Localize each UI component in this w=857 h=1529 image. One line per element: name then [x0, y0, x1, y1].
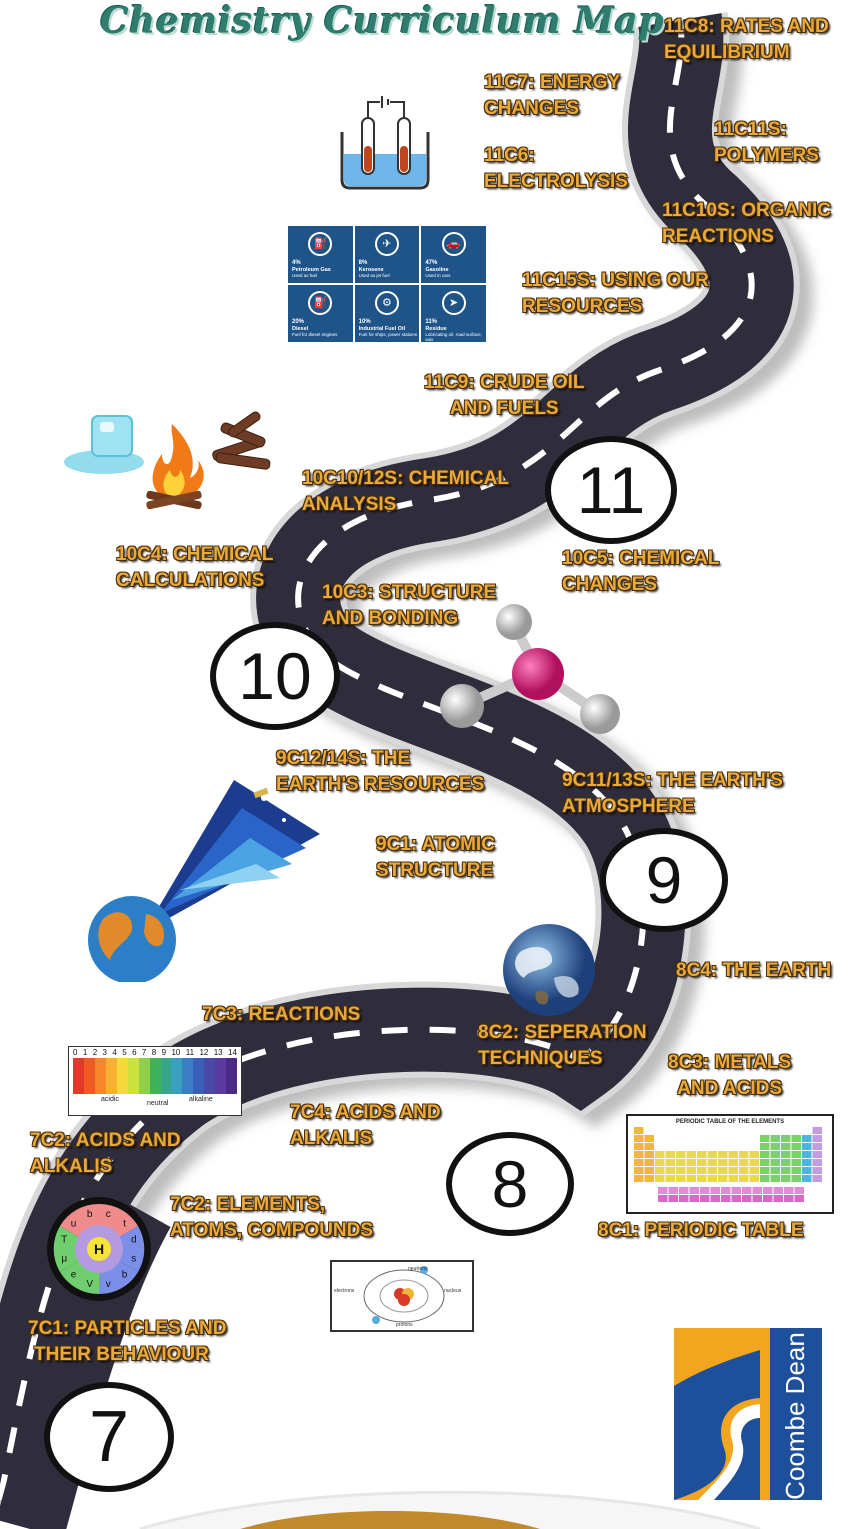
ph-color-band [161, 1058, 172, 1094]
element-cell [634, 1159, 644, 1166]
topic-line: CALCULATIONS [116, 570, 265, 591]
element-cell [711, 1195, 721, 1202]
topic-8c4 [676, 958, 831, 984]
topic-line: 10C3: STRUCTURE [322, 582, 497, 603]
element-cell [813, 1151, 823, 1158]
quark-wheel-letter: v [105, 1278, 111, 1290]
element-cell [634, 1151, 644, 1158]
fuel-fraction-percent: 20% [292, 319, 305, 325]
topic-11c11s [714, 117, 819, 169]
element-cell [655, 1151, 665, 1158]
element-cell [679, 1187, 689, 1194]
element-cell [658, 1187, 668, 1194]
quark-wheel-letter: b [86, 1209, 93, 1221]
element-cell [729, 1159, 739, 1166]
quark-wheel-letter: T [61, 1234, 68, 1246]
element-cell [739, 1159, 749, 1166]
fuel-fraction-use: Used in cars [425, 273, 451, 278]
element-cell [697, 1151, 707, 1158]
year-11-number: 11 [576, 453, 646, 527]
element-cell [645, 1159, 655, 1166]
fuel-fraction-name: Industrial Fuel Oil [358, 326, 406, 332]
ph-color-band [117, 1058, 128, 1094]
topic-line: CHANGES [562, 574, 658, 595]
element-cell [760, 1159, 770, 1166]
fuel-fraction-percent: 11% [425, 319, 438, 325]
element-cell [645, 1151, 655, 1158]
topic-10c5 [562, 546, 719, 598]
element-cell [645, 1135, 655, 1142]
electrolysis-beaker-icon [332, 96, 438, 192]
ph-number: 4 [112, 1048, 117, 1057]
ph-number: 13 [213, 1048, 223, 1057]
element-cell [718, 1151, 728, 1158]
ph-number: 3 [102, 1048, 107, 1057]
topic-line: 7C3: REACTIONS [202, 1004, 361, 1025]
ph-number: 7 [141, 1048, 147, 1057]
topic-line: 10C5: CHEMICAL [562, 548, 720, 569]
topic-line: TECHNIQUES [478, 1048, 603, 1069]
topic-line: ATMOSPHERE [562, 796, 695, 817]
topic-11c6 [484, 143, 628, 195]
atom-protons-label: protons [396, 1322, 413, 1328]
quark-wheel-letter: b [121, 1269, 128, 1281]
element-cell [732, 1187, 742, 1194]
topic-7c1 [28, 1316, 226, 1368]
topic-line: ALKALIS [30, 1156, 113, 1177]
year-8-number: 8 [491, 1147, 529, 1221]
topic-10c10 [302, 466, 509, 518]
element-cell [813, 1175, 823, 1182]
element-cell [813, 1143, 823, 1150]
topic-8c1 [598, 1218, 804, 1244]
fuel-fraction-icon: ⚙ [375, 291, 399, 315]
element-cell [771, 1151, 781, 1158]
year-7-number: 7 [88, 1397, 130, 1477]
topic-line: ELECTROLYSIS [484, 171, 628, 192]
element-cell [784, 1187, 794, 1194]
topic-line: 7C2: ELEMENTS, [170, 1194, 326, 1215]
element-cell [781, 1175, 791, 1182]
element-cell [687, 1159, 697, 1166]
ph-scale-numbers [69, 1047, 241, 1057]
topic-line: POLYMERS [714, 145, 819, 166]
element-cell [792, 1143, 802, 1150]
topic-line: AND FUELS [449, 398, 559, 419]
topic-line: 9C1: ATOMIC [376, 834, 495, 855]
topic-line: 11C15S: USING OUR [522, 270, 709, 291]
topic-line: EARTH'S RESOURCES [276, 774, 485, 795]
element-cell [795, 1195, 805, 1202]
quark-wheel-letter: t [123, 1218, 126, 1230]
element-cell [760, 1167, 770, 1174]
ph-number: 8 [151, 1048, 157, 1057]
topic-line: EQUILIBRIUM [664, 42, 790, 63]
element-cell [781, 1151, 791, 1158]
element-cell [721, 1195, 731, 1202]
element-cell [774, 1195, 784, 1202]
element-cell [750, 1175, 760, 1182]
element-cell [753, 1187, 763, 1194]
element-cell [771, 1167, 781, 1174]
topic-11c10s [662, 198, 831, 250]
periodic-table-title: PERIODIC TABLE OF THE ELEMENTS [675, 1119, 785, 1125]
element-cell [802, 1167, 812, 1174]
topic-line: 11C9: CRUDE OIL [424, 372, 585, 393]
element-cell [708, 1175, 718, 1182]
fuel-fraction-tile [355, 226, 420, 283]
element-cell [700, 1195, 710, 1202]
ph-number: 11 [185, 1048, 195, 1057]
element-cell [732, 1195, 742, 1202]
fuel-fraction-name: Diesel [292, 326, 309, 332]
year-9-marker [600, 828, 728, 932]
topic-line: STRUCTURE [376, 860, 494, 881]
topic-line: 11C6: [484, 145, 535, 166]
element-cell [774, 1187, 784, 1194]
element-cell [708, 1151, 718, 1158]
element-cell [676, 1151, 686, 1158]
element-cell [718, 1167, 728, 1174]
ph-color-band [73, 1058, 84, 1094]
topic-line: 11C7: ENERGY [484, 72, 621, 93]
molecule-model-icon [434, 600, 630, 736]
element-cell [658, 1195, 668, 1202]
states-of-matter-icon [62, 406, 284, 510]
topic-9c11 [562, 768, 783, 820]
topic-11c15s [522, 268, 709, 320]
element-cell [679, 1195, 689, 1202]
ph-number: 14 [228, 1048, 237, 1057]
topic-line: 10C4: CHEMICAL [116, 544, 274, 565]
fuel-fraction-use: Fuel for ships, power stations [358, 332, 418, 337]
element-cell [666, 1175, 676, 1182]
quark-wheel-icon [46, 1196, 152, 1302]
element-cell [666, 1151, 676, 1158]
element-cell [802, 1159, 812, 1166]
quark-wheel-letter: V [86, 1278, 94, 1290]
fuel-fraction-tile [355, 285, 420, 342]
element-cell [802, 1143, 812, 1150]
element-cell [634, 1167, 644, 1174]
element-cell [697, 1159, 707, 1166]
periodic-table-image [626, 1114, 834, 1214]
element-cell [729, 1167, 739, 1174]
element-cell [634, 1175, 644, 1182]
element-cell [687, 1151, 697, 1158]
element-cell [697, 1167, 707, 1174]
topic-line: 7C1: PARTICLES AND [28, 1318, 227, 1339]
element-cell [655, 1167, 665, 1174]
fuel-fraction-name: Gasoline [425, 267, 449, 273]
quark-wheel-letter: μ [61, 1253, 68, 1265]
topic-8c3 [668, 1050, 791, 1102]
element-cell [729, 1175, 739, 1182]
fuel-fraction-percent: 10% [358, 319, 371, 325]
topic-line: AND ACIDS [677, 1078, 783, 1099]
element-cell [700, 1187, 710, 1194]
element-cell [802, 1151, 812, 1158]
fuel-fraction-tile [288, 226, 353, 283]
atmosphere-layers-icon [84, 746, 320, 982]
element-cell [739, 1151, 749, 1158]
ph-number: 10 [171, 1048, 181, 1057]
element-cell [781, 1167, 791, 1174]
element-cell [771, 1143, 781, 1150]
topic-8c2 [478, 1020, 647, 1072]
element-cell [802, 1135, 812, 1142]
ph-color-band [171, 1058, 182, 1094]
element-cell [813, 1135, 823, 1142]
topic-line: ALKALIS [290, 1128, 373, 1149]
element-cell [760, 1151, 770, 1158]
ph-number: 1 [82, 1048, 88, 1057]
topic-9c1 [376, 832, 495, 884]
element-cell [634, 1127, 644, 1134]
ph-color-band [226, 1058, 237, 1094]
topic-line: 11C11S: [714, 119, 787, 140]
topic-line: 9C12/14S: THE [276, 748, 411, 769]
ph-color-band [139, 1058, 150, 1094]
element-cell [669, 1195, 679, 1202]
element-cell [771, 1135, 781, 1142]
ph-neutral-label: neutral [147, 1100, 169, 1107]
element-cell [813, 1127, 823, 1134]
year-11-marker [545, 436, 677, 544]
element-cell [763, 1187, 773, 1194]
element-cell [708, 1159, 718, 1166]
earth-globe-icon [496, 922, 602, 1018]
element-cell [792, 1175, 802, 1182]
year-9-number: 9 [645, 843, 683, 917]
element-cell [718, 1175, 728, 1182]
element-cell [718, 1159, 728, 1166]
element-cell [771, 1159, 781, 1166]
topic-7c4 [290, 1100, 441, 1152]
topic-line: 7C4: ACIDS AND [290, 1102, 441, 1123]
element-cell [645, 1175, 655, 1182]
element-cell [792, 1151, 802, 1158]
element-cell [760, 1175, 770, 1182]
topic-line: 7C2: ACIDS AND [30, 1130, 181, 1151]
fuel-fraction-icon: ✈ [375, 232, 399, 256]
element-cell [750, 1159, 760, 1166]
crude-oil-fractions-panel [288, 226, 486, 342]
ph-alkaline-label: alkaline [189, 1096, 213, 1103]
ph-color-band [182, 1058, 193, 1094]
ph-acidic-label: acidic [101, 1096, 119, 1103]
topic-line: 8C3: METALS [668, 1052, 792, 1073]
element-cell [708, 1167, 718, 1174]
fuel-fraction-name: Kerosene [358, 267, 384, 273]
element-cell [739, 1167, 749, 1174]
element-cell [711, 1187, 721, 1194]
element-cell [687, 1175, 697, 1182]
element-cell [645, 1167, 655, 1174]
element-cell [760, 1143, 770, 1150]
element-cell [792, 1159, 802, 1166]
year-10-number: 10 [238, 639, 312, 713]
quark-wheel-letter: c [105, 1209, 111, 1221]
element-cell [655, 1159, 665, 1166]
topic-11c9 [424, 370, 584, 422]
atom-neutrons-label: neutrons [408, 1266, 428, 1272]
ph-scale-chart [68, 1046, 242, 1116]
fuel-fraction-percent: 47% [425, 260, 438, 266]
element-cell [666, 1159, 676, 1166]
fuel-fraction-tile [421, 226, 486, 283]
topic-line: 10C10/12S: CHEMICAL [302, 468, 509, 489]
element-cell [676, 1175, 686, 1182]
element-cell [813, 1159, 823, 1166]
atom-diagram-drawing [332, 1262, 472, 1330]
ph-color-band [95, 1058, 106, 1094]
fuel-fraction-tile [288, 285, 353, 342]
ph-scale-bar [73, 1058, 237, 1094]
topic-line: RESOURCES [522, 296, 643, 317]
topic-7c2-acids [30, 1128, 181, 1180]
element-cell [792, 1167, 802, 1174]
ph-number: 9 [161, 1048, 167, 1057]
fuel-fraction-name: Petroleum Gas [292, 267, 331, 273]
topic-line: THEIR BEHAVIOUR [34, 1344, 209, 1365]
ph-number: 5 [122, 1048, 127, 1057]
year-8-marker [446, 1132, 574, 1236]
element-cell [753, 1195, 763, 1202]
element-cell [729, 1151, 739, 1158]
quark-wheel-letter: d [131, 1234, 137, 1246]
element-cell [676, 1167, 686, 1174]
topic-line: 11C10S: ORGANIC [662, 200, 831, 221]
element-cell [763, 1195, 773, 1202]
quark-wheel-center: H [93, 1241, 105, 1257]
atom-nucleus-label: nucleus [444, 1288, 462, 1294]
logo-text: Coombe Dean [780, 1332, 810, 1500]
element-cell [645, 1143, 655, 1150]
ph-scale-legend [69, 1094, 241, 1110]
element-cell [634, 1143, 644, 1150]
topic-10c4 [116, 542, 273, 594]
element-cell [750, 1167, 760, 1174]
element-cell [750, 1151, 760, 1158]
element-cell [781, 1159, 791, 1166]
element-cell [781, 1135, 791, 1142]
atom-electrons-label: electrons [334, 1288, 355, 1294]
fuel-fraction-tile [421, 285, 486, 342]
fuel-fraction-percent: 8% [358, 260, 368, 266]
topic-7c3 [202, 1002, 360, 1028]
element-cell [813, 1167, 823, 1174]
fuel-fraction-use: Used as jet fuel [358, 273, 390, 278]
ph-color-band [204, 1058, 215, 1094]
ph-color-band [84, 1058, 95, 1094]
element-cell [781, 1143, 791, 1150]
topic-line: 9C11/13S: THE EARTH'S [562, 770, 783, 791]
element-cell [795, 1187, 805, 1194]
ph-number: 12 [199, 1048, 209, 1057]
quark-wheel-letter: e [70, 1269, 77, 1281]
element-cell [690, 1195, 700, 1202]
ph-color-band [150, 1058, 161, 1094]
ph-number: 2 [92, 1048, 98, 1057]
topic-line: 11C8: RATES AND [664, 16, 829, 37]
element-cell [669, 1187, 679, 1194]
element-cell [655, 1175, 665, 1182]
topic-line: 8C2: SEPERATION [478, 1022, 647, 1043]
topic-7c2-elements [170, 1192, 373, 1244]
element-cell [666, 1167, 676, 1174]
element-cell [802, 1175, 812, 1182]
topic-line: CHANGES [484, 98, 580, 119]
element-cell [792, 1135, 802, 1142]
topic-line: 8C1: PERIODIC TABLE [598, 1220, 804, 1241]
fuel-fraction-icon: ⛽ [308, 232, 332, 256]
year-10-marker [210, 622, 340, 730]
element-cell [771, 1175, 781, 1182]
topic-11c7 [484, 70, 620, 122]
element-cell [784, 1195, 794, 1202]
element-cell [721, 1187, 731, 1194]
ph-color-band [215, 1058, 226, 1094]
element-cell [697, 1175, 707, 1182]
topic-line: ATOMS, COMPOUNDS [170, 1220, 374, 1241]
topic-line: REACTIONS [662, 226, 774, 247]
quark-wheel-letter: u [70, 1218, 77, 1230]
fuel-fraction-percent: 4% [292, 260, 301, 266]
element-cell [676, 1159, 686, 1166]
element-cell [760, 1135, 770, 1142]
fuel-fraction-use: Used as fuel [292, 273, 318, 278]
ph-number: 6 [132, 1048, 137, 1057]
fuel-fraction-use: Fuel for diesel engines [292, 332, 338, 337]
ph-color-band [128, 1058, 139, 1094]
periodic-table-grid [628, 1125, 828, 1205]
element-cell [742, 1195, 752, 1202]
ph-number: 0 [73, 1048, 78, 1057]
atom-structure-diagram [330, 1260, 474, 1332]
element-cell [739, 1175, 749, 1182]
element-cell [687, 1167, 697, 1174]
element-cell [742, 1187, 752, 1194]
topic-line: ANALYSIS [302, 494, 397, 515]
ph-color-band [106, 1058, 117, 1094]
element-cell [690, 1187, 700, 1194]
topic-line: 8C4: THE EARTH [676, 960, 832, 981]
quark-wheel-letter: s [131, 1253, 137, 1265]
coombe-dean-logo [674, 1328, 822, 1500]
topic-line: AND BONDING [322, 608, 459, 629]
ph-color-band [193, 1058, 204, 1094]
year-7-marker [44, 1382, 174, 1492]
element-cell [634, 1135, 644, 1142]
topic-11c8 [664, 14, 829, 66]
fuel-fraction-icon: 🚗 [442, 232, 466, 256]
page-title: Chemistry Curriculum Map [100, 0, 665, 42]
fuel-fraction-use: Lubricating oil, road surface, wax [425, 332, 482, 342]
fuel-fraction-icon: ⛽ [308, 291, 332, 315]
fuel-fraction-name: Residue [425, 326, 447, 332]
fuel-fraction-icon: ➤ [442, 291, 466, 315]
